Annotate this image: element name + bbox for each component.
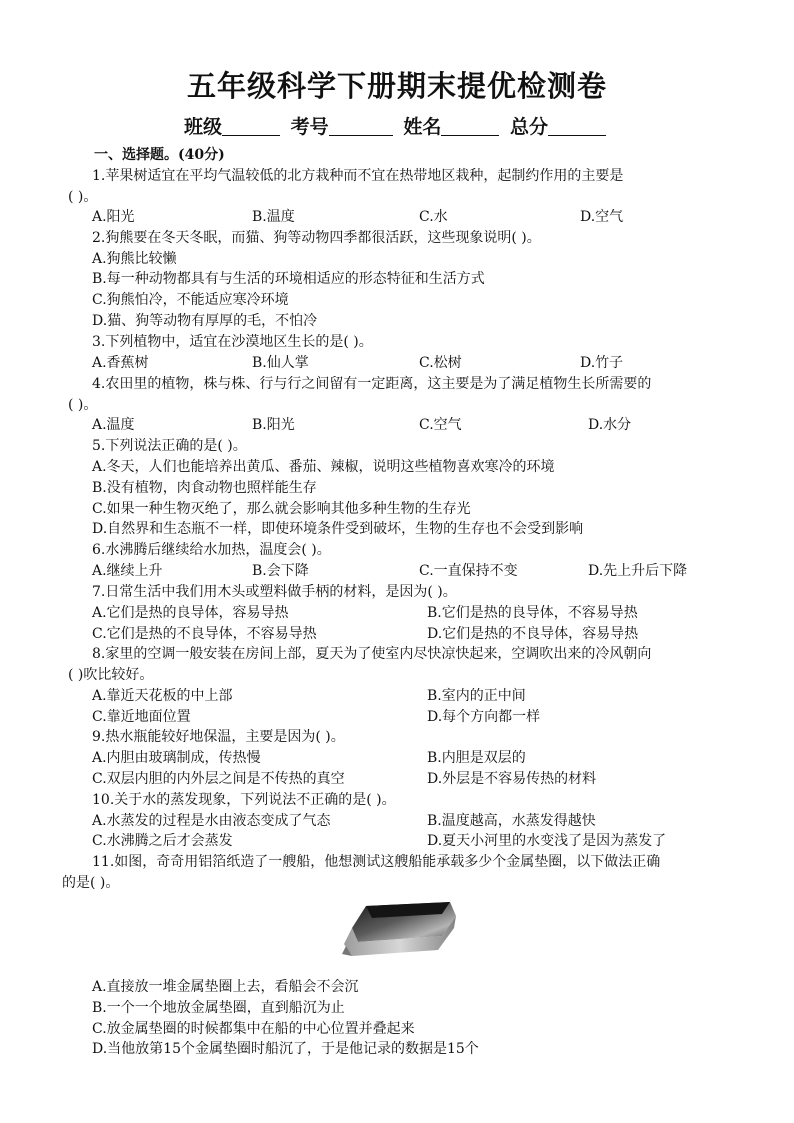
question-10-stem: 10.关于水的蒸发现象，下列说法不正确的是( )。: [92, 792, 396, 808]
name-label: 姓名: [403, 116, 442, 138]
question-1-option-a[interactable]: A.阳光: [92, 209, 135, 225]
question-7-option-d[interactable]: D.它们是热的不良导体，容易导热: [427, 626, 639, 642]
question-8-option-b[interactable]: B.室内的正中间: [427, 688, 526, 704]
question-9-stem: 9.热水瓶能较好地保温，主要是因为( )。: [92, 729, 345, 745]
question-3-option-d[interactable]: D.竹子: [580, 355, 624, 371]
question-9-option-c[interactable]: C.双层内胆的内外层之间是不传热的真空: [92, 771, 345, 787]
score-label: 总分: [509, 116, 548, 138]
question-8-option-a[interactable]: A.靠近天花板的中上部: [92, 688, 233, 704]
question-6-option-c[interactable]: C.一直保持不变: [419, 563, 518, 579]
name-blank[interactable]: [441, 117, 499, 136]
question-3-option-b[interactable]: B.仙人掌: [252, 355, 309, 371]
question-4-option-c[interactable]: C.空气: [419, 417, 462, 433]
class-blank[interactable]: [222, 117, 280, 136]
question-10-option-a[interactable]: A.水蒸发的过程是水由液态变成了气态: [92, 813, 331, 829]
question-2-option-d[interactable]: D.猫、狗等动物有厚厚的毛，不怕冷: [92, 313, 318, 329]
question-11-option-a[interactable]: A.直接放一堆金属垫圈上去，看船会不会沉: [92, 979, 359, 995]
page-title: 五年级科学下册期末提优检测卷: [186, 69, 607, 103]
question-10-option-c[interactable]: C.水沸腾之后才会蒸发: [92, 833, 233, 849]
section-heading: 一、选择题。(40分): [94, 147, 225, 163]
question-4-option-d[interactable]: D.水分: [588, 417, 632, 433]
question-4-option-a[interactable]: A.温度: [92, 417, 135, 433]
question-7-option-a[interactable]: A.它们是热的良导体，容易导热: [92, 605, 289, 621]
question-5-option-b[interactable]: B.没有植物，肉食动物也照样能生存: [92, 480, 317, 496]
question-11-stem-cont: 的是( )。: [62, 875, 120, 891]
question-2-stem: 2.狗熊要在冬天冬眠，而猫、狗等动物四季都很活跃，这些现象说明( )。: [92, 230, 541, 246]
question-7-option-b[interactable]: B.它们是热的良导体，不容易导热: [427, 605, 638, 621]
question-8-option-d[interactable]: D.每个方向都一样: [427, 709, 541, 725]
question-11-option-d[interactable]: D.当他放第15个金属垫圈时船沉了，于是他记录的数据是15个: [92, 1041, 479, 1057]
question-3-option-c[interactable]: C.松树: [419, 355, 462, 371]
class-label: 班级: [184, 116, 223, 138]
question-1-stem: 1.苹果树适宜在平均气温较低的北方栽种而不宜在热带地区栽种，起制约作用的主要是: [92, 168, 624, 184]
question-2-option-b[interactable]: B.每一种动物都具有与生活的环境相适应的形态特征和生活方式: [92, 271, 485, 287]
question-6-option-a[interactable]: A.继续上升: [92, 563, 163, 579]
question-11-option-c[interactable]: C.放金属垫圈的时候都集中在船的中心位置并叠起来: [92, 1021, 415, 1037]
question-11-stem: 11.如图，奇奇用铝箔纸造了一艘船，他想测试这艘船能承载多少个金属垫圈，以下做法正确: [92, 854, 661, 870]
foil-boat-image: [338, 898, 460, 960]
question-4-stem: 4.农田里的植物，株与株、行与行之间留有一定距离，这主要是为了满足植物生长所需要的: [92, 376, 652, 392]
exam-number-blank[interactable]: [329, 117, 393, 136]
question-4-option-b[interactable]: B.阳光: [252, 417, 295, 433]
question-5-option-d[interactable]: D.自然界和生态瓶不一样，即使环境条件受到破坏，生物的生存也不会受到影响: [92, 521, 584, 537]
question-9-option-d[interactable]: D.外层是不容易传热的材料: [427, 771, 597, 787]
question-8-stem-cont: ( )吹比较好。: [68, 667, 154, 683]
question-7-option-c[interactable]: C.它们是热的不良导体，不容易导热: [92, 626, 317, 642]
question-1-option-b[interactable]: B.温度: [252, 209, 295, 225]
question-2-option-a[interactable]: A.狗熊比较懒: [92, 251, 177, 267]
question-5-option-a[interactable]: A.冬天，人们也能培养出黄瓜、番茄、辣椒，说明这些植物喜欢寒冷的环境: [92, 459, 555, 475]
question-5-option-c[interactable]: C.如果一种生物灭绝了，那么就会影响其他多种生物的生存光: [92, 501, 471, 517]
question-6-stem: 6.水沸腾后继续给水加热，温度会( )。: [92, 542, 331, 558]
question-10-option-b[interactable]: B.温度越高，水蒸发得越快: [427, 813, 596, 829]
question-8-stem: 8.家里的空调一般安装在房间上部，夏天为了使室内尽快凉快起来，空调吹出来的冷风朝向: [92, 646, 652, 662]
question-6-option-b[interactable]: B.会下降: [252, 563, 309, 579]
question-7-stem: 7.日常生活中我们用木头或塑料做手柄的材料，是因为( )。: [92, 584, 457, 600]
question-5-stem: 5.下列说法正确的是( )。: [92, 438, 247, 454]
question-1-stem-cont: ( )。: [68, 189, 98, 205]
exam-number-label: 考号: [290, 116, 329, 138]
question-1-option-d[interactable]: D.空气: [580, 209, 624, 225]
question-9-option-b[interactable]: B.内胆是双层的: [427, 750, 526, 766]
question-11-option-b[interactable]: B.一个一个地放金属垫圈，直到船沉为止: [92, 1000, 345, 1016]
question-4-stem-cont: ( )。: [68, 397, 98, 413]
student-info-line: [0, 112, 794, 139]
question-6-option-d[interactable]: D.先上升后下降: [588, 563, 688, 579]
question-3-option-a[interactable]: A.香蕉树: [92, 355, 149, 371]
question-8-option-c[interactable]: C.靠近地面位置: [92, 709, 191, 725]
score-blank[interactable]: [548, 117, 606, 136]
question-3-stem: 3.下列植物中，适宜在沙漠地区生长的是( )。: [92, 334, 373, 350]
question-10-option-d[interactable]: D.夏天小河里的水变浅了是因为蒸发了: [427, 833, 667, 849]
question-2-option-c[interactable]: C.狗熊怕冷，不能适应寒冷环境: [92, 292, 289, 308]
question-1-option-c[interactable]: C.水: [419, 209, 448, 225]
question-9-option-a[interactable]: A.内胆由玻璃制成，传热慢: [92, 750, 261, 766]
